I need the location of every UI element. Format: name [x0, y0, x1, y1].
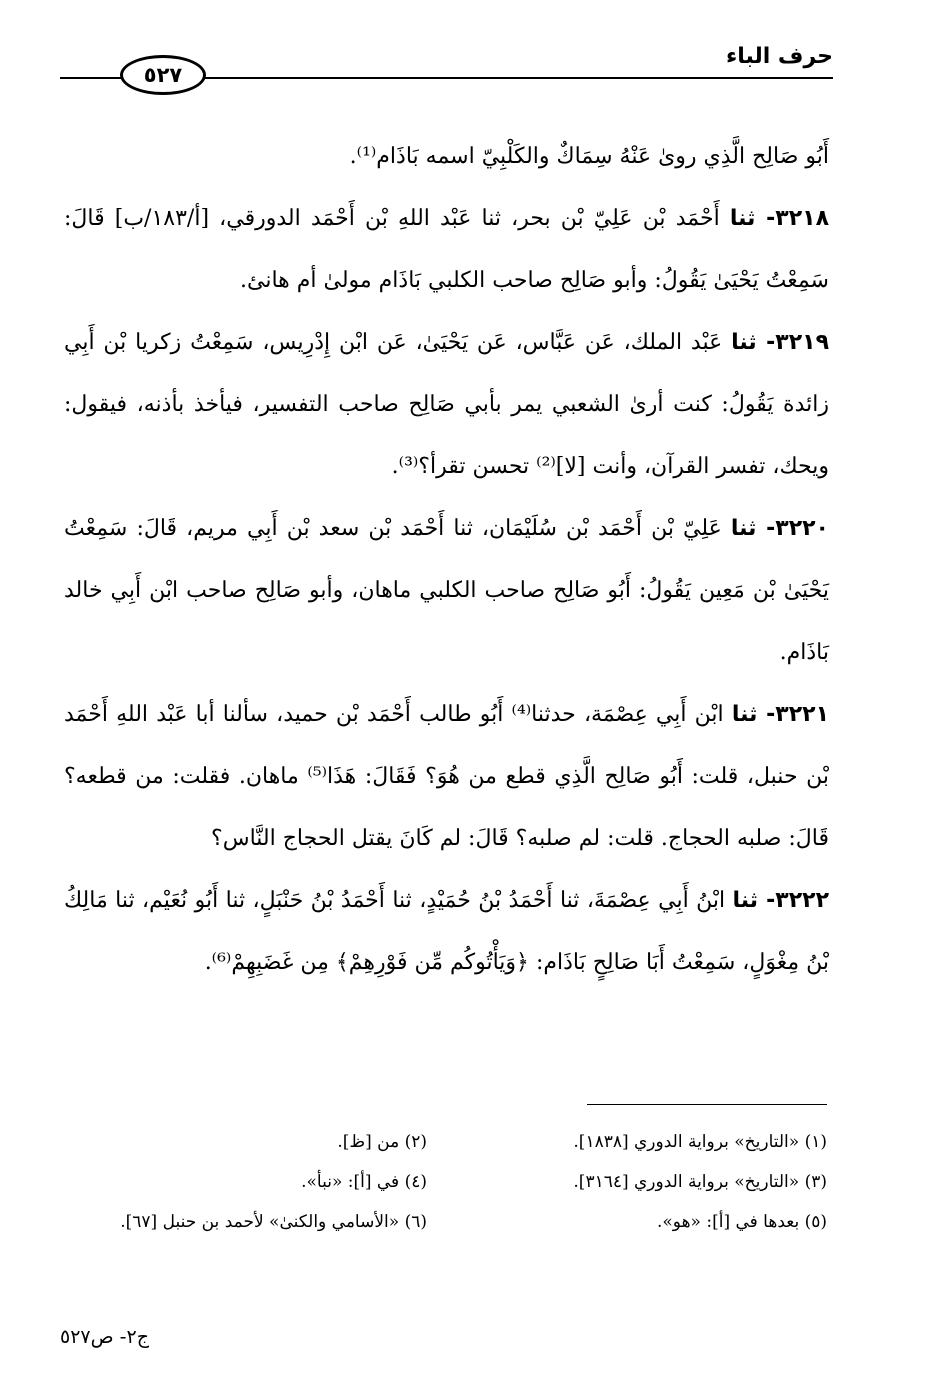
paragraph	[64, 126, 829, 188]
page-header	[60, 40, 833, 100]
hadith-number: ٣٢١٨- ثنا	[729, 206, 829, 231]
volume-page-reference: ج٢- ص٥٢٧	[60, 1326, 149, 1348]
paragraph	[64, 312, 829, 498]
paragraph-text: عَبْد الملك، عَن عَبَّاس، عَن يَحْيَىٰ، عَن ابْن إِدْرِيس، سَمِعْتُ زكريا بْن أَبِي زائدة يَقُولُ: كنت أرىٰ الشعبي يمر بأبي صَالِح صاحب التفسير، فيأخذ بأذنه، فيقول: ويحك، تفسر القرآن، وأنت [لا]⁽²⁾ تحسن تقرأ؟⁽³⁾.	[64, 330, 829, 479]
footnotes	[67, 1122, 827, 1242]
footnote: (٤) في [أ]: «نبأ».	[301, 1172, 427, 1192]
paragraph	[64, 684, 829, 870]
paragraph-text: ابْنُ أَبِي عِصْمَةَ، ثنا أَحْمَدُ بْنُ حُمَيْدٍ، ثنا أَحْمَدُ بْنُ حَنْبَلٍ، ثنا أَبُو نُعَيْم، ثنا مَالِكُ بْنُ مِغْوَلٍ، سَمِعْتُ أَبَا صَالِحٍ بَاذَام: ﴿وَيَأْتُوكُم مِّن فَوْرِهِمْ﴾ مِن غَضَبِهِمْ⁽⁶⁾.	[64, 888, 829, 975]
footnote-rule	[587, 1104, 827, 1105]
footnote: (٥) بعدها في [أ]: «هو».	[657, 1212, 827, 1232]
paragraph	[64, 870, 829, 994]
paragraph	[64, 188, 829, 312]
hadith-number: ٣٢٢٢- ثنا	[732, 888, 829, 913]
hadith-number: ٣٢٢٠- ثنا	[730, 516, 829, 541]
footnote: (٢) من [ظ].	[337, 1132, 427, 1152]
footnote: (٣) «التاريخ» برواية الدوري [٣١٦٤].	[573, 1172, 827, 1192]
paragraph	[64, 498, 829, 684]
page-number-badge: ٥٢٧	[120, 55, 206, 95]
chapter-title: حرف الباء	[725, 44, 833, 69]
footnote: (١) «التاريخ» برواية الدوري [١٨٣٨].	[573, 1132, 827, 1152]
paragraph-text: أَبُو صَالِح الَّذِي روىٰ عَنْهُ سِمَاكٌ والكَلْبِيّ اسمه بَاذَام⁽¹⁾.	[349, 144, 829, 169]
hadith-number: ٣٢٢١- ثنا	[731, 702, 830, 727]
main-text	[64, 126, 829, 994]
hadith-number: ٣٢١٩- ثنا	[731, 330, 829, 355]
paragraph-text: ابْن أَبِي عِصْمَة، حدثنا⁽⁴⁾ أَبُو طالب أَحْمَد بْن حميد، سألنا أبا عَبْد اللهِ أَحْمَد بْن حنبل، قلت: أَبُو صَالِح الَّذِي قطع من هُوَ؟ فَقَالَ: هَذَا⁽⁵⁾ ماهان. فقلت: من قطعه؟ قَالَ: صلبه الحجاج. قلت: لم صلبه؟ قَالَ: لم كَانَ يقتل الحجاج النَّاس؟	[64, 702, 829, 851]
paragraph-text: عَلِيّ بْن أَحْمَد بْن سُلَيْمَان، ثنا أَحْمَد بْن سعد بْن أَبِي مريم، قَالَ: سَمِعْتُ يَحْيَىٰ بْن مَعِين يَقُولُ: أَبُو صَالِح صاحب الكلبي ماهان، وأبو صَالِح صاحب ابْن أَبِي خالد بَاذَام.	[64, 516, 829, 665]
paragraph-text: أَحْمَد بْن عَلِيّ بْن بحر، ثنا عَبْد اللهِ بْن أَحْمَد الدورقي، [أ/١٨٣/ب] قَالَ: سَمِعْتُ يَحْيَىٰ يَقُولُ: وأبو صَالِح صاحب الكلبي بَاذَام مولىٰ أم هانئ.	[64, 206, 829, 293]
footnote: (٦) «الأسامي والكنىٰ» لأحمد بن حنبل [٦٧].	[120, 1212, 427, 1232]
